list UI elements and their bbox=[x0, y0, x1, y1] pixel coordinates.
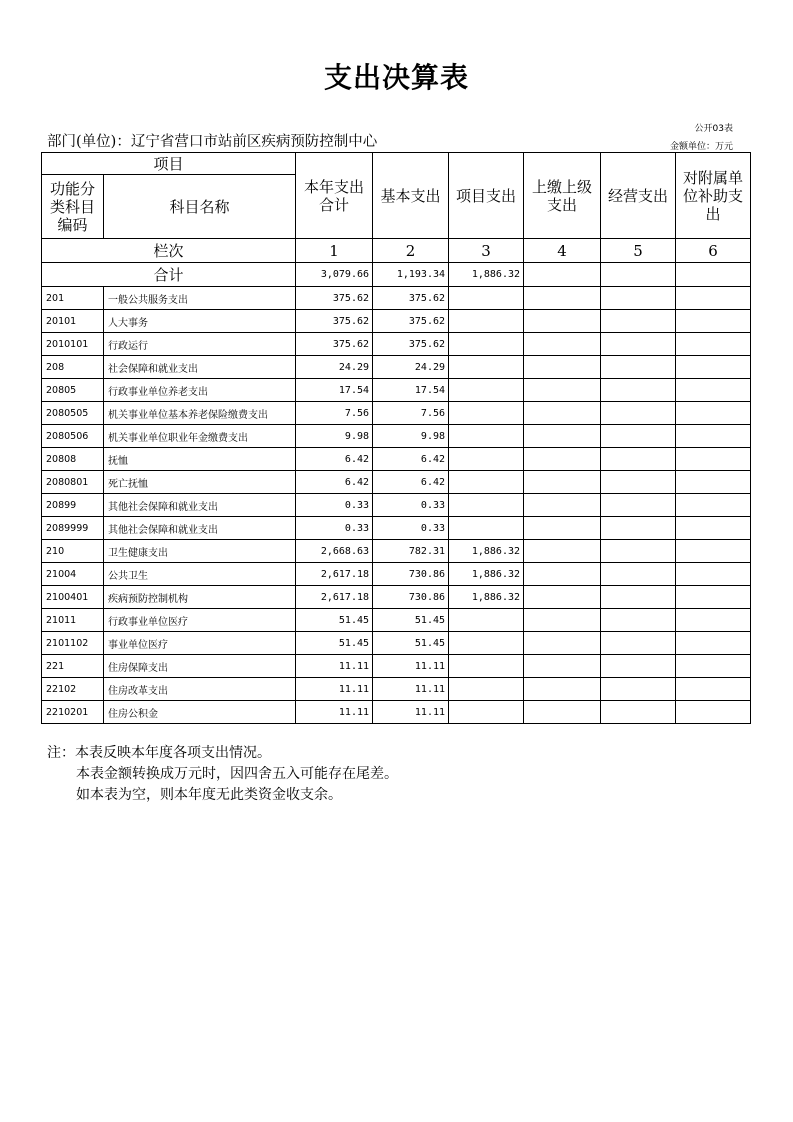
table-row bbox=[42, 701, 751, 724]
amount-project bbox=[449, 425, 524, 448]
amount-subsidy bbox=[676, 425, 751, 448]
department-label: 部门(单位)：辽宁省营口市站前区疾病预防控制中心 bbox=[47, 134, 378, 150]
total-business bbox=[601, 263, 676, 287]
header-upper: 上缴上级支出 bbox=[524, 153, 601, 239]
amount-upper bbox=[524, 287, 601, 310]
amount-business bbox=[601, 678, 676, 701]
total-subsidy bbox=[676, 263, 751, 287]
amount-total: 2,617.18 bbox=[296, 586, 373, 609]
subject-code: 2100401 bbox=[42, 586, 104, 609]
expenditure-table bbox=[41, 152, 751, 724]
amount-business bbox=[601, 310, 676, 333]
table-row bbox=[42, 609, 751, 632]
amount-business bbox=[601, 494, 676, 517]
subject-code: 2101102 bbox=[42, 632, 104, 655]
amount-total: 0.33 bbox=[296, 517, 373, 540]
amount-subsidy bbox=[676, 517, 751, 540]
amount-business bbox=[601, 655, 676, 678]
amount-business bbox=[601, 540, 676, 563]
subject-name: 机关事业单位基本养老保险缴费支出 bbox=[104, 402, 296, 425]
subject-code: 21004 bbox=[42, 563, 104, 586]
amount-basic: 0.33 bbox=[373, 517, 449, 540]
amount-basic: 51.45 bbox=[373, 609, 449, 632]
table-row bbox=[42, 678, 751, 701]
amount-subsidy bbox=[676, 701, 751, 724]
amount-project bbox=[449, 517, 524, 540]
amount-basic: 730.86 bbox=[373, 563, 449, 586]
amount-upper bbox=[524, 609, 601, 632]
amount-project bbox=[449, 655, 524, 678]
amount-subsidy bbox=[676, 356, 751, 379]
subject-code: 22102 bbox=[42, 678, 104, 701]
amount-upper bbox=[524, 632, 601, 655]
amount-business bbox=[601, 287, 676, 310]
table-row bbox=[42, 402, 751, 425]
header-total: 本年支出合计 bbox=[296, 153, 373, 239]
amount-total: 51.45 bbox=[296, 609, 373, 632]
header-project: 项目支出 bbox=[449, 153, 524, 239]
amount-upper bbox=[524, 425, 601, 448]
amount-total: 6.42 bbox=[296, 448, 373, 471]
amount-basic: 6.42 bbox=[373, 471, 449, 494]
subject-code: 201 bbox=[42, 287, 104, 310]
table-row bbox=[42, 494, 751, 517]
amount-upper bbox=[524, 310, 601, 333]
amount-total: 11.11 bbox=[296, 655, 373, 678]
amount-basic: 782.31 bbox=[373, 540, 449, 563]
subject-name: 卫生健康支出 bbox=[104, 540, 296, 563]
table-row bbox=[42, 471, 751, 494]
amount-subsidy bbox=[676, 310, 751, 333]
amount-subsidy bbox=[676, 402, 751, 425]
amount-upper bbox=[524, 517, 601, 540]
note-line: 本表金额转换成万元时，因四舍五入可能存在尾差。 bbox=[76, 766, 398, 782]
subject-name: 一般公共服务支出 bbox=[104, 287, 296, 310]
subject-name: 死亡抚恤 bbox=[104, 471, 296, 494]
amount-total: 17.54 bbox=[296, 379, 373, 402]
subject-name: 住房保障支出 bbox=[104, 655, 296, 678]
amount-upper bbox=[524, 402, 601, 425]
subject-code: 221 bbox=[42, 655, 104, 678]
column-number: 6 bbox=[676, 239, 751, 263]
subject-code: 20808 bbox=[42, 448, 104, 471]
header-business: 经营支出 bbox=[601, 153, 676, 239]
table-row bbox=[42, 333, 751, 356]
amount-upper bbox=[524, 494, 601, 517]
subject-code: 2010101 bbox=[42, 333, 104, 356]
amount-project bbox=[449, 310, 524, 333]
subject-code: 20805 bbox=[42, 379, 104, 402]
table-row bbox=[42, 356, 751, 379]
amount-business bbox=[601, 333, 676, 356]
amount-basic: 9.98 bbox=[373, 425, 449, 448]
subject-name: 公共卫生 bbox=[104, 563, 296, 586]
amount-total: 375.62 bbox=[296, 333, 373, 356]
subject-code: 20899 bbox=[42, 494, 104, 517]
total-amount: 3,079.66 bbox=[296, 263, 373, 287]
table-row bbox=[42, 310, 751, 333]
subject-code: 2089999 bbox=[42, 517, 104, 540]
notes bbox=[47, 743, 398, 806]
amount-business bbox=[601, 379, 676, 402]
subject-name: 社会保障和就业支出 bbox=[104, 356, 296, 379]
subject-code: 2080506 bbox=[42, 425, 104, 448]
amount-upper bbox=[524, 448, 601, 471]
amount-project: 1,886.32 bbox=[449, 586, 524, 609]
amount-project bbox=[449, 287, 524, 310]
amount-basic: 17.54 bbox=[373, 379, 449, 402]
subject-name: 行政运行 bbox=[104, 333, 296, 356]
amount-upper bbox=[524, 379, 601, 402]
amount-subsidy bbox=[676, 448, 751, 471]
amount-subsidy bbox=[676, 563, 751, 586]
column-number: 2 bbox=[373, 239, 449, 263]
amount-basic: 375.62 bbox=[373, 333, 449, 356]
amount-basic: 6.42 bbox=[373, 448, 449, 471]
column-number: 5 bbox=[601, 239, 676, 263]
page-title: 支出决算表 bbox=[323, 61, 469, 94]
amount-subsidy bbox=[676, 287, 751, 310]
table-row bbox=[42, 586, 751, 609]
amount-basic: 24.29 bbox=[373, 356, 449, 379]
amount-business bbox=[601, 356, 676, 379]
amount-subsidy bbox=[676, 678, 751, 701]
subject-name: 事业单位医疗 bbox=[104, 632, 296, 655]
column-number: 4 bbox=[524, 239, 601, 263]
subject-code: 2080801 bbox=[42, 471, 104, 494]
header-basic: 基本支出 bbox=[373, 153, 449, 239]
amount-basic: 375.62 bbox=[373, 287, 449, 310]
amount-upper bbox=[524, 563, 601, 586]
total-label: 合计 bbox=[42, 263, 296, 287]
amount-project: 1,886.32 bbox=[449, 563, 524, 586]
subject-name: 行政事业单位医疗 bbox=[104, 609, 296, 632]
amount-business bbox=[601, 701, 676, 724]
amount-project bbox=[449, 609, 524, 632]
amount-total: 2,668.63 bbox=[296, 540, 373, 563]
amount-business bbox=[601, 517, 676, 540]
amount-total: 6.42 bbox=[296, 471, 373, 494]
total-project: 1,886.32 bbox=[449, 263, 524, 287]
header-func-code: 功能分类科目编码 bbox=[42, 175, 104, 239]
amount-business bbox=[601, 402, 676, 425]
amount-subsidy bbox=[676, 540, 751, 563]
amount-project bbox=[449, 379, 524, 402]
column-number: 1 bbox=[296, 239, 373, 263]
subject-name: 行政事业单位养老支出 bbox=[104, 379, 296, 402]
subject-name: 其他社会保障和就业支出 bbox=[104, 494, 296, 517]
amount-upper bbox=[524, 586, 601, 609]
subject-code: 210 bbox=[42, 540, 104, 563]
amount-upper bbox=[524, 471, 601, 494]
total-basic: 1,193.34 bbox=[373, 263, 449, 287]
table-row bbox=[42, 425, 751, 448]
amount-upper bbox=[524, 333, 601, 356]
amount-subsidy bbox=[676, 609, 751, 632]
amount-total: 24.29 bbox=[296, 356, 373, 379]
header-subject-name: 科目名称 bbox=[104, 175, 296, 239]
amount-business bbox=[601, 425, 676, 448]
subject-code: 21011 bbox=[42, 609, 104, 632]
note-line: 如本表为空，则本年度无此类资金收支余。 bbox=[76, 787, 342, 803]
amount-business bbox=[601, 632, 676, 655]
table-number: 公开03表 bbox=[694, 124, 733, 134]
amount-basic: 11.11 bbox=[373, 678, 449, 701]
subject-name: 住房公积金 bbox=[104, 701, 296, 724]
amount-basic: 0.33 bbox=[373, 494, 449, 517]
amount-total: 11.11 bbox=[296, 701, 373, 724]
amount-project bbox=[449, 701, 524, 724]
subject-name: 其他社会保障和就业支出 bbox=[104, 517, 296, 540]
amount-subsidy bbox=[676, 494, 751, 517]
amount-business bbox=[601, 448, 676, 471]
column-number-label: 栏次 bbox=[42, 239, 296, 263]
amount-project bbox=[449, 678, 524, 701]
table-row bbox=[42, 287, 751, 310]
amount-upper bbox=[524, 678, 601, 701]
amount-total: 7.56 bbox=[296, 402, 373, 425]
subject-name: 人大事务 bbox=[104, 310, 296, 333]
total-upper bbox=[524, 263, 601, 287]
header-item: 项目 bbox=[42, 153, 296, 175]
amount-total: 375.62 bbox=[296, 287, 373, 310]
table-row bbox=[42, 632, 751, 655]
amount-basic: 375.62 bbox=[373, 310, 449, 333]
amount-project bbox=[449, 356, 524, 379]
table-row bbox=[42, 563, 751, 586]
table-row bbox=[42, 379, 751, 402]
amount-basic: 51.45 bbox=[373, 632, 449, 655]
amount-upper bbox=[524, 540, 601, 563]
amount-total: 2,617.18 bbox=[296, 563, 373, 586]
amount-total: 375.62 bbox=[296, 310, 373, 333]
amount-total: 9.98 bbox=[296, 425, 373, 448]
subject-code: 2210201 bbox=[42, 701, 104, 724]
amount-upper bbox=[524, 356, 601, 379]
amount-basic: 7.56 bbox=[373, 402, 449, 425]
amount-basic: 730.86 bbox=[373, 586, 449, 609]
amount-subsidy bbox=[676, 333, 751, 356]
subject-name: 疾病预防控制机构 bbox=[104, 586, 296, 609]
amount-subsidy bbox=[676, 655, 751, 678]
amount-project bbox=[449, 494, 524, 517]
subject-code: 20101 bbox=[42, 310, 104, 333]
amount-project bbox=[449, 471, 524, 494]
amount-total: 51.45 bbox=[296, 632, 373, 655]
amount-upper bbox=[524, 655, 601, 678]
amount-upper bbox=[524, 701, 601, 724]
column-number: 3 bbox=[449, 239, 524, 263]
amount-basic: 11.11 bbox=[373, 701, 449, 724]
amount-business bbox=[601, 471, 676, 494]
table-row bbox=[42, 540, 751, 563]
amount-subsidy bbox=[676, 379, 751, 402]
amount-total: 0.33 bbox=[296, 494, 373, 517]
table-row bbox=[42, 655, 751, 678]
amount-subsidy bbox=[676, 632, 751, 655]
amount-project bbox=[449, 448, 524, 471]
table-row bbox=[42, 517, 751, 540]
amount-business bbox=[601, 563, 676, 586]
amount-project bbox=[449, 632, 524, 655]
note-line: 注：本表反映本年度各项支出情况。 bbox=[47, 745, 271, 761]
subject-code: 208 bbox=[42, 356, 104, 379]
amount-basic: 11.11 bbox=[373, 655, 449, 678]
amount-project: 1,886.32 bbox=[449, 540, 524, 563]
header-subsidy: 对附属单位补助支出 bbox=[676, 153, 751, 239]
subject-name: 机关事业单位职业年金缴费支出 bbox=[104, 425, 296, 448]
amount-subsidy bbox=[676, 471, 751, 494]
subject-name: 抚恤 bbox=[104, 448, 296, 471]
amount-business bbox=[601, 609, 676, 632]
amount-total: 11.11 bbox=[296, 678, 373, 701]
amount-business bbox=[601, 586, 676, 609]
amount-project bbox=[449, 402, 524, 425]
table-row bbox=[42, 448, 751, 471]
subject-code: 2080505 bbox=[42, 402, 104, 425]
amount-project bbox=[449, 333, 524, 356]
total-row bbox=[42, 263, 751, 287]
subject-name: 住房改革支出 bbox=[104, 678, 296, 701]
amount-unit: 金额单位：万元 bbox=[669, 142, 733, 152]
amount-subsidy bbox=[676, 586, 751, 609]
